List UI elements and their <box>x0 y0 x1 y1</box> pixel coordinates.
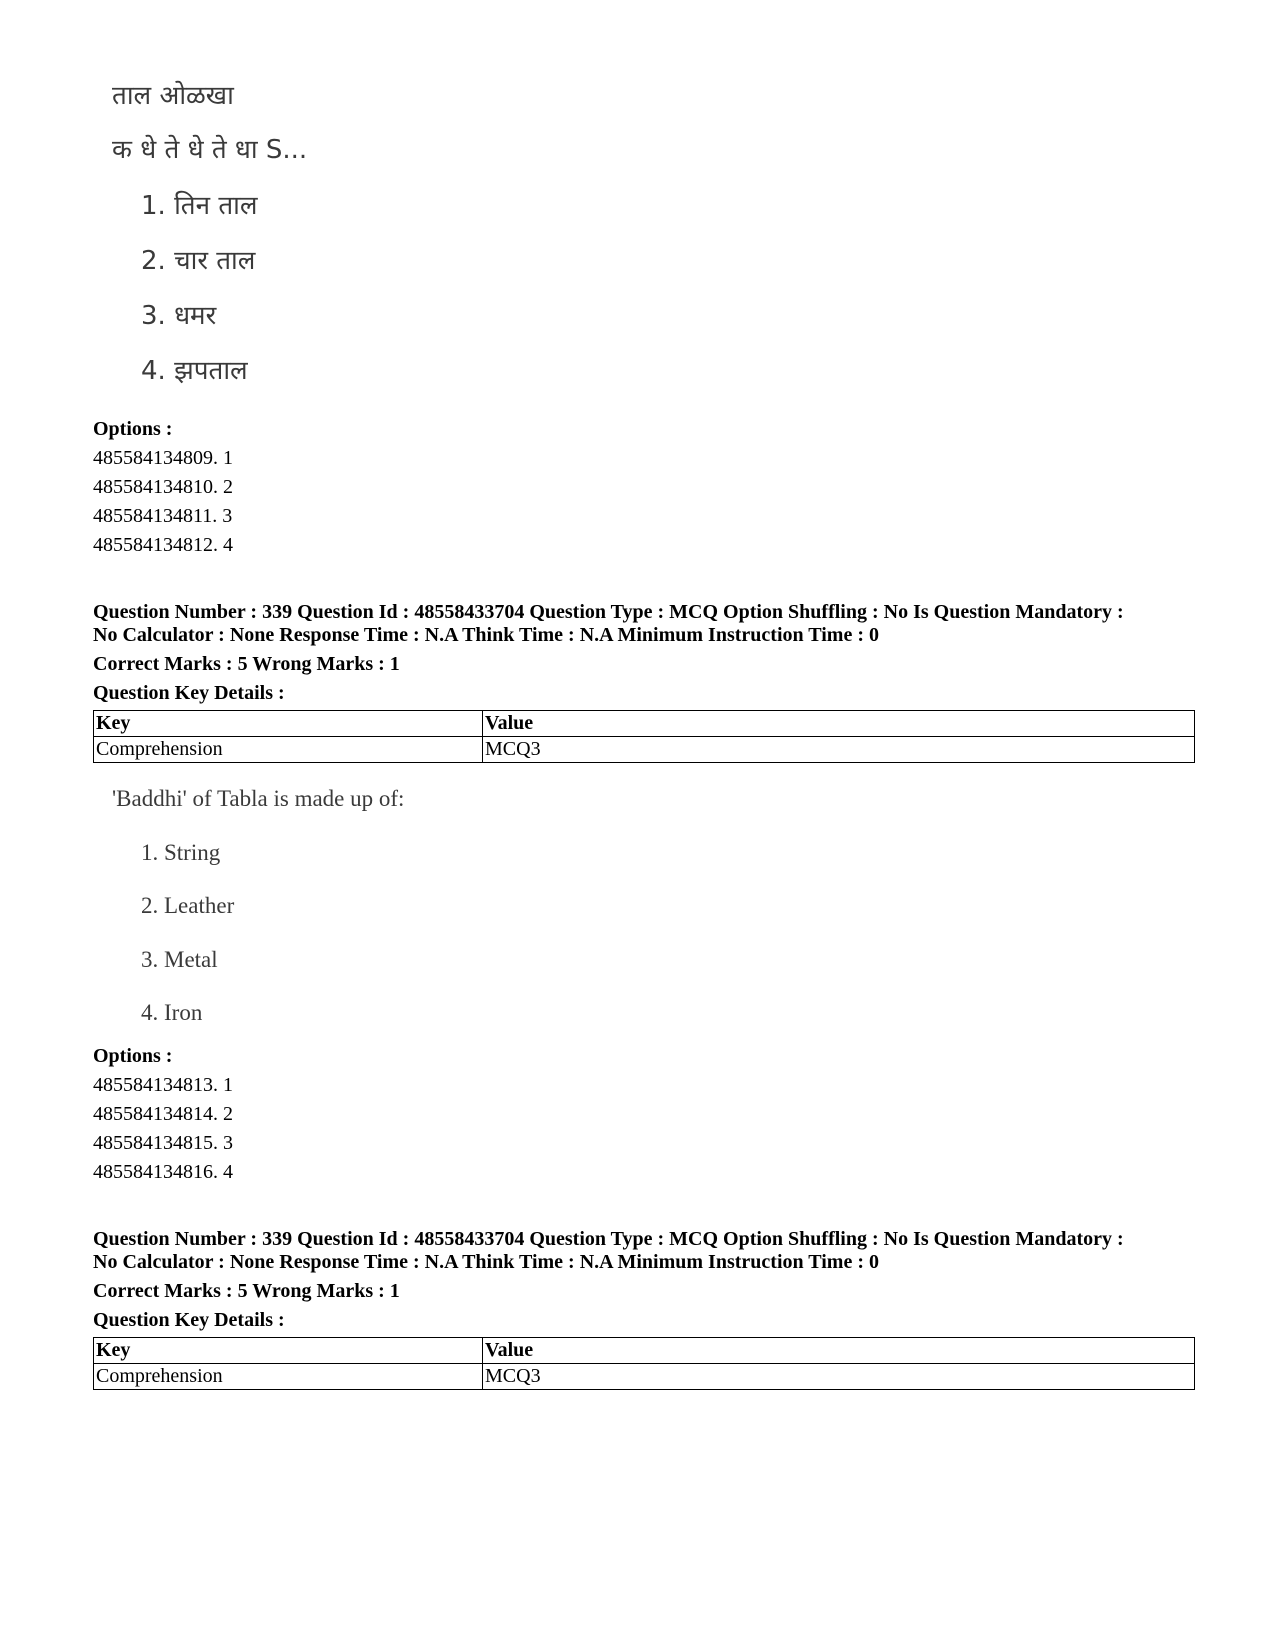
marks-line: Correct Marks : 5 Wrong Marks : 1 <box>93 653 400 675</box>
table-header-key: Key <box>94 1338 483 1364</box>
question-item: 4. Iron <box>141 1000 203 1025</box>
table-header-row <box>94 711 1195 737</box>
option-item: 485584134814. 2 <box>93 1103 233 1125</box>
options-label: Options : <box>93 418 173 440</box>
option-item: 485584134815. 3 <box>93 1132 233 1154</box>
question-item: 2. Leather <box>141 893 235 918</box>
key-details-label: Question Key Details : <box>93 682 285 704</box>
option-item: 485584134812. 4 <box>93 534 233 556</box>
table-row <box>94 737 1195 763</box>
option-item: 485584134816. 4 <box>93 1161 233 1183</box>
key-details-label: Question Key Details : <box>93 1309 285 1331</box>
table-cell-value: MCQ3 <box>483 1364 1195 1390</box>
option-item: 485584134809. 1 <box>93 447 233 469</box>
question-meta-line2: No Calculator : None Response Time : N.A Think Time : N.A Minimum Instruction Time : 0 <box>93 1251 879 1273</box>
option-item: 485584134810. 2 <box>93 476 233 498</box>
question-meta-line2: No Calculator : None Response Time : N.A Think Time : N.A Minimum Instruction Time : 0 <box>93 624 879 646</box>
question-prompt: क धे ते धे ते धा S... <box>112 135 308 165</box>
question-meta-line1: Question Number : 339 Question Id : 48558433704 Question Type : MCQ Option Shuffling : No Is Question Mandatory : <box>93 601 1124 623</box>
table-row <box>94 1364 1195 1390</box>
table-header-value: Value <box>483 711 1195 737</box>
table-header-key: Key <box>94 711 483 737</box>
question-item: 1. तिन ताल <box>141 191 258 221</box>
key-details-table <box>93 710 1195 763</box>
table-header-value: Value <box>483 1338 1195 1364</box>
table-cell-key: Comprehension <box>94 737 483 763</box>
question-item: 4. झपताल <box>141 356 248 386</box>
option-item: 485584134811. 3 <box>93 505 233 527</box>
question-item: 3. धमर <box>141 301 217 331</box>
options-label: Options : <box>93 1045 173 1067</box>
question-item: 1. String <box>141 840 221 865</box>
question-prompt: 'Baddhi' of Tabla is made up of: <box>112 786 405 811</box>
question-title: ताल ओळखा <box>112 81 234 111</box>
marks-line: Correct Marks : 5 Wrong Marks : 1 <box>93 1280 400 1302</box>
table-cell-key: Comprehension <box>94 1364 483 1390</box>
question-item: 2. चार ताल <box>141 246 256 276</box>
table-header-row <box>94 1338 1195 1364</box>
option-item: 485584134813. 1 <box>93 1074 233 1096</box>
key-details-table <box>93 1337 1195 1390</box>
question-meta-line1: Question Number : 339 Question Id : 48558433704 Question Type : MCQ Option Shuffling : No Is Question Mandatory : <box>93 1228 1124 1250</box>
question-item: 3. Metal <box>141 947 218 972</box>
table-cell-value: MCQ3 <box>483 737 1195 763</box>
